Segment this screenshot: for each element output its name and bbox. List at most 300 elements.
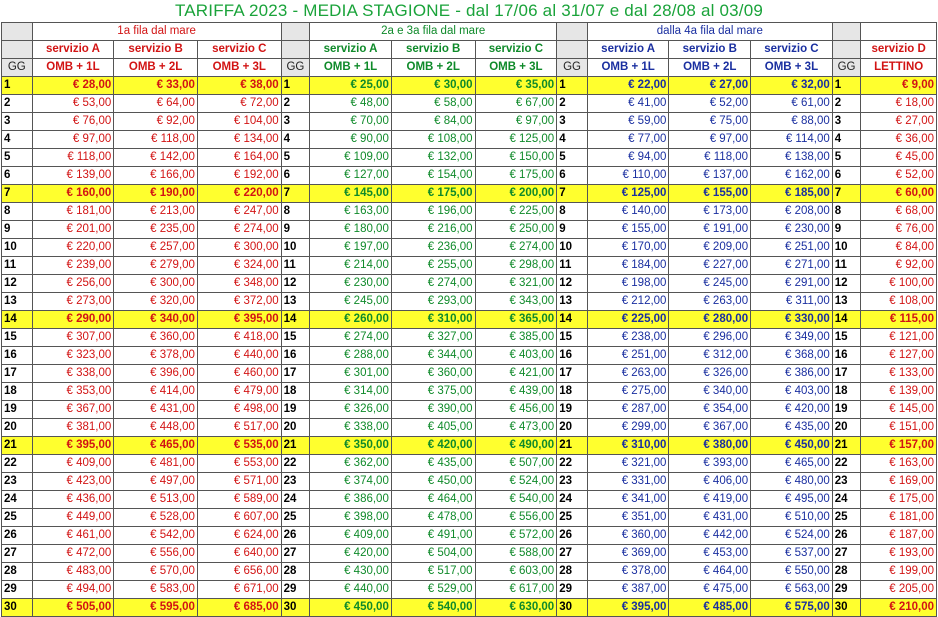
price-cell: € 290,00 xyxy=(32,311,114,329)
price-cell: € 461,00 xyxy=(32,527,114,545)
table-row xyxy=(2,77,937,95)
price-cell: € 32,00 xyxy=(751,77,833,95)
price-cell: € 9,00 xyxy=(861,77,937,95)
table-row xyxy=(2,239,937,257)
day-cell: 15 xyxy=(832,329,861,347)
section-label: 2a e 3a fila dal mare xyxy=(310,23,557,41)
day-cell: 30 xyxy=(2,599,33,617)
blank-cell xyxy=(557,41,588,59)
day-cell: 23 xyxy=(2,473,33,491)
price-cell: € 354,00 xyxy=(669,401,751,419)
service-subheader: OMB + 3L xyxy=(197,59,281,77)
price-cell: € 180,00 xyxy=(310,221,392,239)
price-cell: € 118,00 xyxy=(32,149,114,167)
price-cell: € 311,00 xyxy=(751,293,833,311)
price-cell: € 288,00 xyxy=(310,347,392,365)
price-cell: € 230,00 xyxy=(310,275,392,293)
price-cell: € 35,00 xyxy=(475,77,557,95)
day-cell: 1 xyxy=(557,77,588,95)
service-header: servizio C xyxy=(475,41,557,59)
price-cell: € 338,00 xyxy=(32,365,114,383)
price-cell: € 92,00 xyxy=(861,257,937,275)
day-cell: 11 xyxy=(832,257,861,275)
price-cell: € 68,00 xyxy=(861,203,937,221)
price-cell: € 300,00 xyxy=(197,239,281,257)
day-cell: 8 xyxy=(281,203,310,221)
day-cell: 4 xyxy=(2,131,33,149)
price-cell: € 442,00 xyxy=(669,527,751,545)
price-cell: € 38,00 xyxy=(197,77,281,95)
service-subheader: OMB + 2L xyxy=(669,59,751,77)
day-cell: 11 xyxy=(281,257,310,275)
price-cell: € 212,00 xyxy=(587,293,669,311)
price-cell: € 205,00 xyxy=(861,581,937,599)
service-header: servizio A xyxy=(587,41,669,59)
price-cell: € 314,00 xyxy=(310,383,392,401)
day-cell: 9 xyxy=(2,221,33,239)
day-cell: 28 xyxy=(2,563,33,581)
day-cell: 16 xyxy=(832,347,861,365)
price-cell: € 236,00 xyxy=(391,239,475,257)
price-cell: € 367,00 xyxy=(32,401,114,419)
day-cell: 17 xyxy=(832,365,861,383)
day-cell: 26 xyxy=(2,527,33,545)
service-subheader: OMB + 1L xyxy=(32,59,114,77)
price-cell: € 343,00 xyxy=(475,293,557,311)
price-cell: € 104,00 xyxy=(197,113,281,131)
tariff-table xyxy=(1,22,937,617)
price-cell: € 381,00 xyxy=(32,419,114,437)
service-header: servizio B xyxy=(391,41,475,59)
price-cell: € 348,00 xyxy=(197,275,281,293)
day-cell: 11 xyxy=(2,257,33,275)
price-cell: € 97,00 xyxy=(32,131,114,149)
table-row xyxy=(2,473,937,491)
table-row xyxy=(2,437,937,455)
price-cell: € 405,00 xyxy=(391,419,475,437)
day-cell: 12 xyxy=(281,275,310,293)
table-row xyxy=(2,419,937,437)
day-cell: 19 xyxy=(557,401,588,419)
price-cell: € 380,00 xyxy=(669,437,751,455)
price-cell: € 154,00 xyxy=(391,167,475,185)
price-cell: € 22,00 xyxy=(587,77,669,95)
day-cell: 16 xyxy=(281,347,310,365)
price-cell: € 166,00 xyxy=(114,167,198,185)
day-cell: 10 xyxy=(281,239,310,257)
day-cell: 7 xyxy=(281,185,310,203)
price-cell: € 70,00 xyxy=(310,113,392,131)
price-cell: € 603,00 xyxy=(475,563,557,581)
price-cell: € 570,00 xyxy=(114,563,198,581)
price-cell: € 556,00 xyxy=(475,509,557,527)
price-cell: € 191,00 xyxy=(669,221,751,239)
price-cell: € 656,00 xyxy=(197,563,281,581)
price-cell: € 84,00 xyxy=(391,113,475,131)
price-cell: € 387,00 xyxy=(587,581,669,599)
price-cell: € 330,00 xyxy=(751,311,833,329)
price-cell: € 483,00 xyxy=(32,563,114,581)
price-cell: € 583,00 xyxy=(114,581,198,599)
price-cell: € 450,00 xyxy=(391,473,475,491)
price-cell: € 349,00 xyxy=(751,329,833,347)
day-cell: 16 xyxy=(2,347,33,365)
price-cell: € 110,00 xyxy=(587,167,669,185)
price-cell: € 118,00 xyxy=(114,131,198,149)
price-cell: € 230,00 xyxy=(751,221,833,239)
price-cell: € 251,00 xyxy=(587,347,669,365)
price-cell: € 300,00 xyxy=(114,275,198,293)
day-cell: 17 xyxy=(557,365,588,383)
price-cell: € 133,00 xyxy=(861,365,937,383)
price-cell: € 465,00 xyxy=(751,455,833,473)
day-cell: 30 xyxy=(281,599,310,617)
price-cell: € 60,00 xyxy=(861,185,937,203)
price-cell: € 540,00 xyxy=(475,491,557,509)
day-cell: 5 xyxy=(832,149,861,167)
day-cell: 3 xyxy=(281,113,310,131)
price-cell: € 245,00 xyxy=(669,275,751,293)
day-cell: 11 xyxy=(557,257,588,275)
price-cell: € 173,00 xyxy=(669,203,751,221)
price-cell: € 28,00 xyxy=(32,77,114,95)
table-row xyxy=(2,275,937,293)
price-cell: € 301,00 xyxy=(310,365,392,383)
price-cell: € 94,00 xyxy=(587,149,669,167)
section-label: dalla 4a fila dal mare xyxy=(587,23,832,41)
price-cell: € 403,00 xyxy=(475,347,557,365)
price-cell: € 197,00 xyxy=(310,239,392,257)
day-cell: 16 xyxy=(557,347,588,365)
blank-cell xyxy=(2,23,33,41)
day-cell: 3 xyxy=(832,113,861,131)
price-cell: € 505,00 xyxy=(32,599,114,617)
price-cell: € 485,00 xyxy=(669,599,751,617)
day-cell: 12 xyxy=(557,275,588,293)
price-cell: € 260,00 xyxy=(310,311,392,329)
day-cell: 22 xyxy=(832,455,861,473)
price-cell: € 109,00 xyxy=(310,149,392,167)
price-cell: € 45,00 xyxy=(861,149,937,167)
price-cell: € 475,00 xyxy=(669,581,751,599)
price-cell: € 542,00 xyxy=(114,527,198,545)
price-cell: € 456,00 xyxy=(475,401,557,419)
price-cell: € 274,00 xyxy=(197,221,281,239)
price-cell: € 440,00 xyxy=(310,581,392,599)
price-cell: € 350,00 xyxy=(310,437,392,455)
price-cell: € 307,00 xyxy=(32,329,114,347)
price-cell: € 575,00 xyxy=(751,599,833,617)
price-cell: € 524,00 xyxy=(751,527,833,545)
day-cell: 26 xyxy=(281,527,310,545)
day-cell: 7 xyxy=(832,185,861,203)
price-cell: € 431,00 xyxy=(114,401,198,419)
price-cell: € 199,00 xyxy=(861,563,937,581)
table-row xyxy=(2,581,937,599)
day-cell: 19 xyxy=(2,401,33,419)
day-cell: 14 xyxy=(832,311,861,329)
price-cell: € 201,00 xyxy=(32,221,114,239)
price-cell: € 225,00 xyxy=(587,311,669,329)
service-header: servizio A xyxy=(310,41,392,59)
price-cell: € 553,00 xyxy=(197,455,281,473)
day-cell: 24 xyxy=(557,491,588,509)
table-row xyxy=(2,257,937,275)
table-row xyxy=(2,167,937,185)
price-cell: € 491,00 xyxy=(391,527,475,545)
price-cell: € 517,00 xyxy=(197,419,281,437)
price-cell: € 67,00 xyxy=(475,95,557,113)
day-cell: 27 xyxy=(281,545,310,563)
price-cell: € 524,00 xyxy=(475,473,557,491)
price-cell: € 414,00 xyxy=(114,383,198,401)
day-cell: 28 xyxy=(557,563,588,581)
price-cell: € 52,00 xyxy=(669,95,751,113)
price-cell: € 36,00 xyxy=(861,131,937,149)
price-cell: € 125,00 xyxy=(475,131,557,149)
price-cell: € 589,00 xyxy=(197,491,281,509)
price-cell: € 52,00 xyxy=(861,167,937,185)
section-header-row xyxy=(2,23,937,41)
price-cell: € 529,00 xyxy=(391,581,475,599)
day-cell: 23 xyxy=(832,473,861,491)
section-label: 1a fila dal mare xyxy=(32,23,281,41)
price-cell: € 145,00 xyxy=(310,185,392,203)
price-cell: € 435,00 xyxy=(751,419,833,437)
price-cell: € 420,00 xyxy=(391,437,475,455)
day-cell: 21 xyxy=(2,437,33,455)
table-row xyxy=(2,221,937,239)
price-cell: € 449,00 xyxy=(32,509,114,527)
price-cell: € 298,00 xyxy=(475,257,557,275)
price-cell: € 190,00 xyxy=(114,185,198,203)
price-cell: € 150,00 xyxy=(475,149,557,167)
price-cell: € 320,00 xyxy=(114,293,198,311)
day-cell: 5 xyxy=(2,149,33,167)
service-subheader: OMB + 3L xyxy=(475,59,557,77)
day-cell: 20 xyxy=(557,419,588,437)
price-cell: € 369,00 xyxy=(587,545,669,563)
day-cell: 13 xyxy=(281,293,310,311)
gg-header: GG xyxy=(2,59,33,77)
price-cell: € 41,00 xyxy=(587,95,669,113)
price-cell: € 624,00 xyxy=(197,527,281,545)
price-cell: € 362,00 xyxy=(310,455,392,473)
table-row xyxy=(2,491,937,509)
price-cell: € 326,00 xyxy=(669,365,751,383)
price-cell: € 513,00 xyxy=(114,491,198,509)
table-row xyxy=(2,95,937,113)
blank-cell xyxy=(281,41,310,59)
day-cell: 7 xyxy=(557,185,588,203)
price-cell: € 274,00 xyxy=(310,329,392,347)
price-cell: € 341,00 xyxy=(587,491,669,509)
service-subheader: OMB + 1L xyxy=(310,59,392,77)
day-cell: 10 xyxy=(832,239,861,257)
price-cell: € 403,00 xyxy=(751,383,833,401)
day-cell: 8 xyxy=(557,203,588,221)
day-cell: 18 xyxy=(557,383,588,401)
price-cell: € 440,00 xyxy=(197,347,281,365)
price-cell: € 169,00 xyxy=(861,473,937,491)
section-label xyxy=(861,23,937,41)
day-cell: 29 xyxy=(557,581,588,599)
price-cell: € 338,00 xyxy=(310,419,392,437)
price-cell: € 480,00 xyxy=(751,473,833,491)
day-cell: 2 xyxy=(557,95,588,113)
day-cell: 12 xyxy=(2,275,33,293)
price-cell: € 386,00 xyxy=(751,365,833,383)
price-cell: € 220,00 xyxy=(32,239,114,257)
day-cell: 24 xyxy=(2,491,33,509)
day-cell: 28 xyxy=(281,563,310,581)
price-cell: € 418,00 xyxy=(197,329,281,347)
price-cell: € 556,00 xyxy=(114,545,198,563)
price-cell: € 235,00 xyxy=(114,221,198,239)
table-row xyxy=(2,131,937,149)
blank-cell xyxy=(832,23,861,41)
price-cell: € 198,00 xyxy=(587,275,669,293)
price-cell: € 90,00 xyxy=(310,131,392,149)
price-cell: € 535,00 xyxy=(197,437,281,455)
day-cell: 26 xyxy=(557,527,588,545)
price-cell: € 142,00 xyxy=(114,149,198,167)
day-cell: 25 xyxy=(557,509,588,527)
price-cell: € 58,00 xyxy=(391,95,475,113)
day-cell: 6 xyxy=(557,167,588,185)
price-cell: € 360,00 xyxy=(587,527,669,545)
price-cell: € 409,00 xyxy=(32,455,114,473)
day-cell: 25 xyxy=(832,509,861,527)
day-cell: 2 xyxy=(281,95,310,113)
price-cell: € 450,00 xyxy=(751,437,833,455)
price-cell: € 274,00 xyxy=(475,239,557,257)
price-cell: € 685,00 xyxy=(197,599,281,617)
price-cell: € 271,00 xyxy=(751,257,833,275)
gg-header: GG xyxy=(832,59,861,77)
day-cell: 7 xyxy=(2,185,33,203)
price-cell: € 138,00 xyxy=(751,149,833,167)
price-cell: € 220,00 xyxy=(197,185,281,203)
table-row xyxy=(2,311,937,329)
price-cell: € 214,00 xyxy=(310,257,392,275)
price-cell: € 185,00 xyxy=(751,185,833,203)
day-cell: 13 xyxy=(832,293,861,311)
price-cell: € 431,00 xyxy=(669,509,751,527)
table-row xyxy=(2,509,937,527)
price-cell: € 210,00 xyxy=(861,599,937,617)
day-cell: 6 xyxy=(832,167,861,185)
day-cell: 23 xyxy=(557,473,588,491)
price-cell: € 617,00 xyxy=(475,581,557,599)
price-cell: € 504,00 xyxy=(391,545,475,563)
price-cell: € 263,00 xyxy=(587,365,669,383)
price-cell: € 367,00 xyxy=(669,419,751,437)
day-cell: 29 xyxy=(281,581,310,599)
price-cell: € 540,00 xyxy=(391,599,475,617)
price-cell: € 420,00 xyxy=(751,401,833,419)
day-cell: 12 xyxy=(832,275,861,293)
price-cell: € 495,00 xyxy=(751,491,833,509)
price-cell: € 164,00 xyxy=(197,149,281,167)
price-cell: € 137,00 xyxy=(669,167,751,185)
price-cell: € 151,00 xyxy=(861,419,937,437)
day-cell: 27 xyxy=(557,545,588,563)
price-cell: € 372,00 xyxy=(197,293,281,311)
day-cell: 20 xyxy=(2,419,33,437)
price-cell: € 273,00 xyxy=(32,293,114,311)
price-cell: € 395,00 xyxy=(32,437,114,455)
price-cell: € 139,00 xyxy=(32,167,114,185)
gg-header: GG xyxy=(557,59,588,77)
day-cell: 20 xyxy=(832,419,861,437)
price-cell: € 140,00 xyxy=(587,203,669,221)
day-cell: 27 xyxy=(2,545,33,563)
blank-cell xyxy=(2,41,33,59)
day-cell: 15 xyxy=(557,329,588,347)
price-cell: € 114,00 xyxy=(751,131,833,149)
price-cell: € 465,00 xyxy=(114,437,198,455)
price-cell: € 340,00 xyxy=(669,383,751,401)
price-cell: € 88,00 xyxy=(751,113,833,131)
price-cell: € 75,00 xyxy=(669,113,751,131)
price-cell: € 84,00 xyxy=(861,239,937,257)
day-cell: 14 xyxy=(2,311,33,329)
price-cell: € 299,00 xyxy=(587,419,669,437)
page-title: TARIFFA 2023 - MEDIA STAGIONE - dal 17/06 al 31/07 e dal 28/08 al 03/09 xyxy=(174,1,764,20)
price-cell: € 331,00 xyxy=(587,473,669,491)
price-cell: € 118,00 xyxy=(669,149,751,167)
price-cell: € 393,00 xyxy=(669,455,751,473)
price-cell: € 64,00 xyxy=(114,95,198,113)
price-cell: € 420,00 xyxy=(310,545,392,563)
price-cell: € 423,00 xyxy=(32,473,114,491)
day-cell: 15 xyxy=(281,329,310,347)
day-cell: 19 xyxy=(281,401,310,419)
day-cell: 3 xyxy=(2,113,33,131)
service-header: servizio B xyxy=(114,41,198,59)
price-cell: € 127,00 xyxy=(310,167,392,185)
price-cell: € 108,00 xyxy=(391,131,475,149)
price-cell: € 250,00 xyxy=(475,221,557,239)
price-cell: € 460,00 xyxy=(197,365,281,383)
day-cell: 4 xyxy=(557,131,588,149)
price-cell: € 353,00 xyxy=(32,383,114,401)
day-cell: 5 xyxy=(281,149,310,167)
day-cell: 21 xyxy=(281,437,310,455)
price-cell: € 421,00 xyxy=(475,365,557,383)
price-cell: € 571,00 xyxy=(197,473,281,491)
price-cell: € 360,00 xyxy=(391,365,475,383)
service-header: servizio B xyxy=(669,41,751,59)
price-cell: € 450,00 xyxy=(310,599,392,617)
price-cell: € 310,00 xyxy=(391,311,475,329)
price-cell: € 77,00 xyxy=(587,131,669,149)
price-cell: € 30,00 xyxy=(391,77,475,95)
price-cell: € 406,00 xyxy=(669,473,751,491)
gg-header: GG xyxy=(281,59,310,77)
price-cell: € 481,00 xyxy=(114,455,198,473)
price-cell: € 33,00 xyxy=(114,77,198,95)
price-cell: € 395,00 xyxy=(587,599,669,617)
price-cell: € 108,00 xyxy=(861,293,937,311)
day-cell: 1 xyxy=(281,77,310,95)
service-subheader: LETTINO xyxy=(861,59,937,77)
day-cell: 20 xyxy=(281,419,310,437)
price-cell: € 498,00 xyxy=(197,401,281,419)
price-cell: € 595,00 xyxy=(114,599,198,617)
price-cell: € 390,00 xyxy=(391,401,475,419)
